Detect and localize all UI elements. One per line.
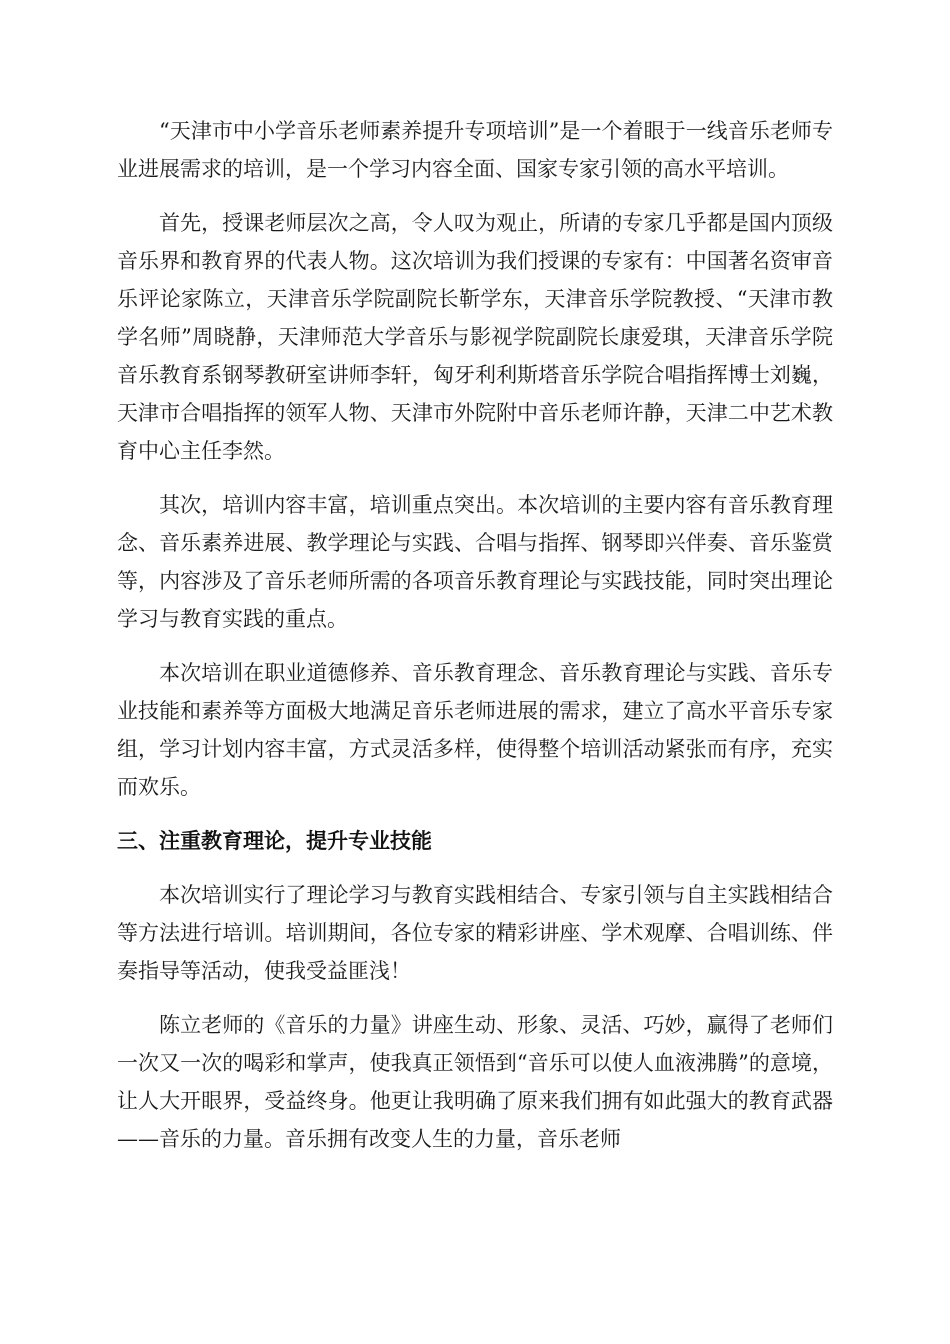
paragraph-summary: 本次培训在职业道德修养、音乐教育理念、音乐教育理论与实践、音乐专业技能和素养等方面极大地满足音乐老师进展的需求，建立了高水平音乐专家组，学习计划内容丰富，方式灵活多样，使得整个培训活动紧张而有序，充实而欢乐。 [117,661,833,799]
paragraph-intro: “天津市中小学音乐老师素养提升专项培训”是一个着眼于一线音乐老师专业进展需求的培训，是一个学习内容全面、国家专家引领的高水平培训。 [117,119,833,181]
paragraph-instructors: 首先，授课老师层次之高，令人叹为观止，所请的专家几乎都是国内顶级音乐界和教育界的代表人物。这次培训为我们授课的专家有：中国著名资审音乐评论家陈立，天津音乐学院副院长靳学东，天津音乐学院教授、“天津市教学名师”周晓静，天津师范大学音乐与影视学院副院长康爱琪，天津音乐学院音乐教育系钢琴教研室讲师李轩，匈牙利利斯塔音乐学院合唱指挥博士刘巍，天津市合唱指挥的领军人物、天津市外院附中音乐老师许静，天津二中艺术教育中心主任李然。 [117,211,833,463]
document-body [117,112,833,1174]
paragraph-lecture: 陈立老师的《音乐的力量》讲座生动、形象、灵活、巧妙，赢得了老师们一次又一次的喝彩和掌声，使我真正领悟到“音乐可以使人血液沸腾”的意境，让人大开眼界，受益终身。他更让我明确了原来我们拥有如此强大的教育武器——音乐的力量。音乐拥有改变人生的力量，音乐老师 [117,1013,833,1151]
section-heading: 三、注重教育理论，提升专业技能 [117,829,432,853]
paragraph-methods: 本次培训实行了理论学习与教育实践相结合、专家引领与自主实践相结合等方法进行培训。培训期间，各位专家的精彩讲座、学术观摩、合唱训练、伴奏指导等活动，使我受益匪浅！ [117,883,833,983]
paragraph-content: 其次，培训内容丰富，培训重点突出。本次培训的主要内容有音乐教育理念、音乐素养进展、教学理论与实践、合唱与指挥、钢琴即兴伴奏、音乐鉴赏等，内容涉及了音乐老师所需的各项音乐教育理论与实践技能，同时突出理论学习与教育实践的重点。 [117,493,833,631]
